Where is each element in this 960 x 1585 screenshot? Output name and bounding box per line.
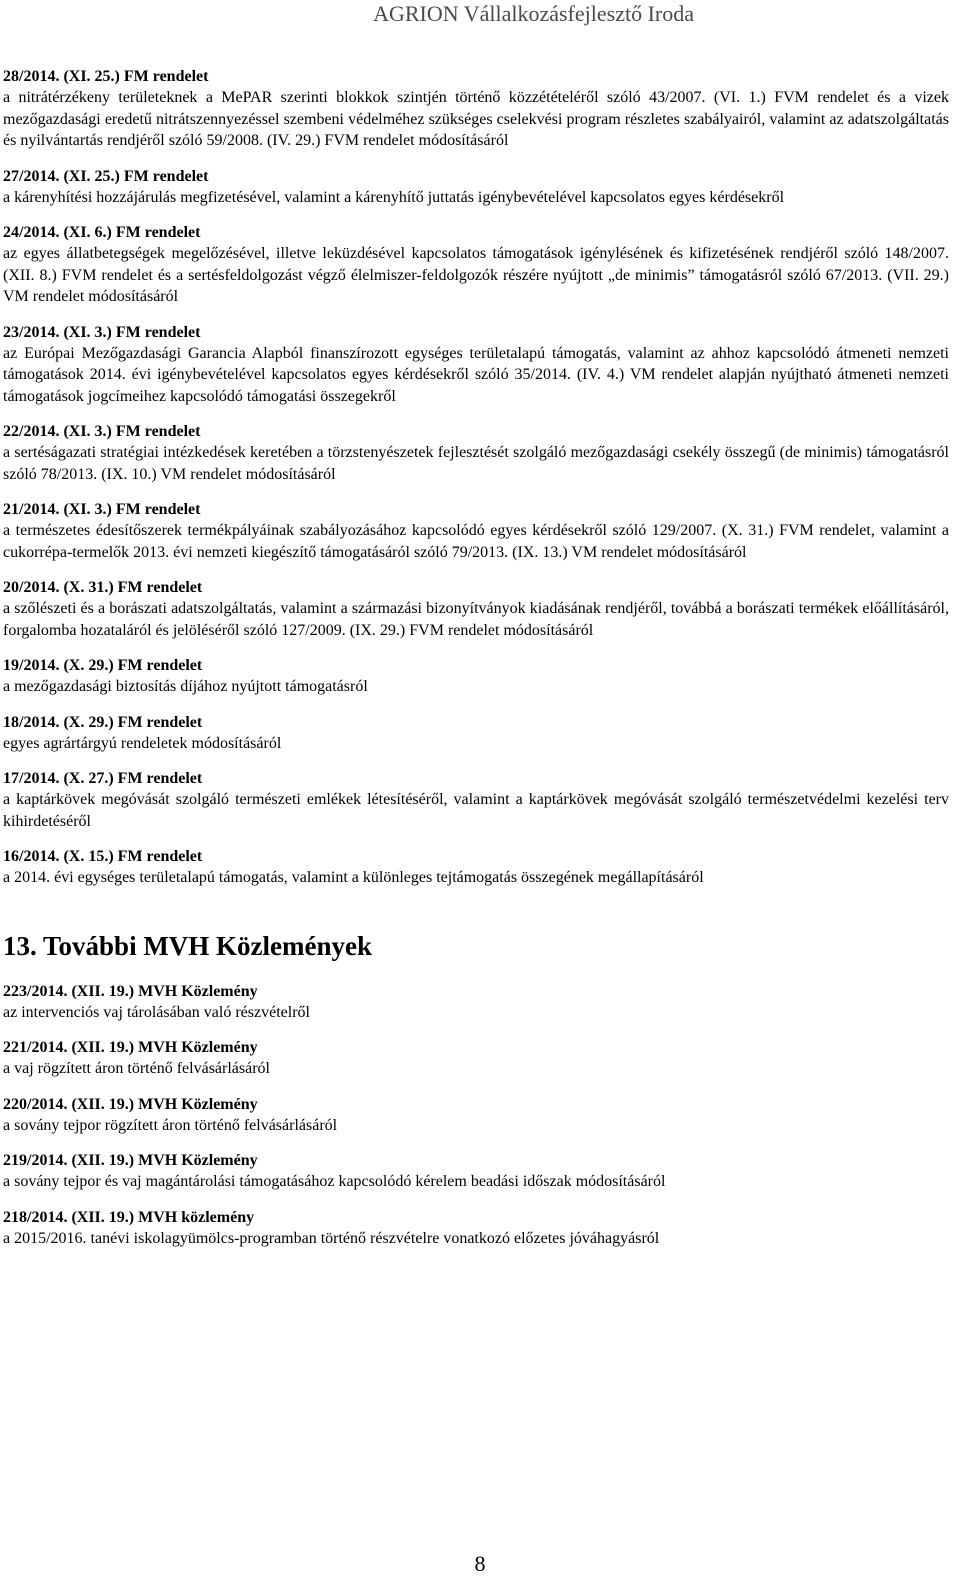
fm-regulation-entry-description: a kaptárkövek megóvását szolgáló természeti emlékek létesítéséről, valamint a kaptárkövek megóvását szolgáló természetvédelmi kezelési terv kihirdetéséről <box>3 791 949 830</box>
mvh-announcement-entry <box>3 1094 949 1137</box>
mvh-announcement-entry-description: az intervenciós vaj tárolásában való részvételről <box>3 1003 310 1021</box>
mvh-announcement-entry <box>3 1207 949 1250</box>
page-number: 8 <box>474 1551 486 1576</box>
fm-regulation-entry-description: a mezőgazdasági biztosítás díjához nyújtott támogatásról <box>3 678 368 695</box>
document-body <box>3 66 949 1263</box>
mvh-announcement-list <box>3 981 949 1250</box>
mvh-announcement-entry <box>3 981 949 1024</box>
header-title: AGRION Vállalkozásfejlesztő Iroda <box>373 1 694 26</box>
fm-regulation-entry-description: a természetes édesítőszerek termékpályáinak szabályozásához kapcsolódó egyes kérdésekről szóló 129/2007. (X. 31.) FVM rendelet, valamint a cukorrépa-termelők 2013. évi nemzeti kiegészítő támogatásáról szóló 79/2013. (IX. 13.) VM rendelet módosításáról <box>3 522 949 561</box>
fm-regulation-entry-title: 28/2014. (XI. 25.) FM rendelet <box>3 68 209 85</box>
fm-regulation-entry <box>3 846 949 889</box>
fm-regulation-entry <box>3 166 949 209</box>
mvh-announcement-entry-title: 220/2014. (XII. 19.) MVH Közlemény <box>3 1095 258 1113</box>
fm-regulation-entry-title: 23/2014. (XI. 3.) FM rendelet <box>3 323 201 341</box>
fm-regulation-entry-description: egyes agrártárgyú rendeletek módosításáról <box>3 734 282 752</box>
fm-regulation-entry <box>3 577 949 641</box>
fm-regulation-entry-title: 17/2014. (X. 27.) FM rendelet <box>3 770 203 787</box>
fm-regulation-entry-description: az Európai Mezőgazdasági Garancia Alapból finanszírozott egységes területalapú támogatás, valamint az ahhoz kapcsolódó átmeneti nemzeti támogatások 2014. évi igénybevételével kapcsolatos egyes kérdésekről szóló 35/2014. (IV. 4.) VM rendelet alapján nyújtható átmeneti nemzeti támogatások jogcímeihez kapcsolódó támogatási összegekről <box>3 344 949 405</box>
fm-regulation-entry <box>3 655 949 698</box>
fm-regulation-entry <box>3 66 949 152</box>
fm-regulation-entry-description: a 2014. évi egységes területalapú támogatás, valamint a különleges tejtámogatás összegének megállapításáról <box>3 869 704 886</box>
fm-regulation-entry <box>3 222 949 308</box>
fm-regulation-entry <box>3 421 949 485</box>
fm-regulation-entry-description: az egyes állatbetegségek megelőzésével, illetve leküzdésével kapcsolatos támogatások igénylésének és kifizetésének rendjéről szóló 148/2007. (XII. 8.) FVM rendelet és a sertésfeldolgozást végző élelmiszer-feldolgozók részére nyújtott „de minimis” támogatásról szóló 67/2013. (VII. 29.) VM rendelet módosításáról <box>3 245 949 305</box>
fm-regulation-entry-title: 22/2014. (XI. 3.) FM rendelet <box>3 423 201 440</box>
fm-regulation-entry-title: 24/2014. (XI. 6.) FM rendelet <box>3 224 201 241</box>
page-header <box>0 0 960 28</box>
fm-regulation-entry-description: a szőlészeti és a borászati adatszolgáltatás, valamint a származási bizonyítványok kiadásának rendjéről, továbbá a borászati termékek előállításáról, forgalomba hozataláról és jelöléséről szóló 127/2009. (IX. 29.) FVM rendelet módosításáról <box>3 600 949 639</box>
fm-regulation-entry-title: 21/2014. (XI. 3.) FM rendelet <box>3 501 201 518</box>
fm-regulation-entry <box>3 322 949 408</box>
fm-regulation-entry-title: 20/2014. (X. 31.) FM rendelet <box>3 579 203 596</box>
fm-regulation-entry <box>3 712 949 755</box>
fm-regulation-entry-title: 18/2014. (X. 29.) FM rendelet <box>3 713 203 731</box>
fm-regulation-list <box>3 66 949 889</box>
mvh-announcement-entry-title: 219/2014. (XII. 19.) MVH Közlemény <box>3 1152 258 1169</box>
mvh-announcement-entry-description: a sovány tejpor és vaj magántárolási támogatásához kapcsolódó kérelem beadási időszak módosításáról <box>3 1173 666 1190</box>
fm-regulation-entry-description: a kárenyhítési hozzájárulás megfizetésével, valamint a kárenyhítő juttatás igénybevételével kapcsolatos egyes kérdésekről <box>3 188 785 206</box>
mvh-announcement-entry-description: a sovány tejpor rögzített áron történő felvásárlásáról <box>3 1116 338 1134</box>
fm-regulation-entry-description: a sertéságazati stratégiai intézkedések keretében a törzstenyészetek fejlesztését szolgáló mezőgazdasági csekély összegű (de minimis) támogatásról szóló 78/2013. (IX. 10.) VM rendelet módosításáról <box>3 444 949 483</box>
mvh-announcement-entry-title: 221/2014. (XII. 19.) MVH Közlemény <box>3 1039 258 1056</box>
fm-regulation-entry-description: a nitrátérzékeny területeknek a MePAR szerinti blokkok szintjén történő közzétételéről szóló 43/2007. (VI. 1.) FVM rendelet és a vizek mezőgazdasági eredetű nitrátszennyezéssel szembeni védelméhez szükséges cselekvési program részletes szabályairól, valamint az adatszolgáltatás és nyilvántartás rendjéről szóló 59/2008. (IV. 29.) FVM rendelet módosításáról <box>3 89 949 149</box>
section-title: 13. További MVH Közlemények <box>3 930 373 961</box>
mvh-announcement-entry <box>3 1150 949 1193</box>
fm-regulation-entry <box>3 499 949 563</box>
mvh-announcement-entry <box>3 1037 949 1080</box>
fm-regulation-entry <box>3 768 949 832</box>
fm-regulation-entry-title: 16/2014. (X. 15.) FM rendelet <box>3 848 203 865</box>
fm-regulation-entry-title: 19/2014. (X. 29.) FM rendelet <box>3 657 203 674</box>
mvh-announcement-entry-title: 223/2014. (XII. 19.) MVH Közlemény <box>3 982 258 1000</box>
mvh-announcement-entry-title: 218/2014. (XII. 19.) MVH közlemény <box>3 1208 255 1226</box>
fm-regulation-entry-title: 27/2014. (XI. 25.) FM rendelet <box>3 167 209 185</box>
mvh-announcement-entry-description: a 2015/2016. tanévi iskolagyümölcs-programban történő részvételre vonatkozó előzetes jóváhagyásról <box>3 1229 660 1247</box>
mvh-announcement-entry-description: a vaj rögzített áron történő felvásárlásáról <box>3 1060 270 1077</box>
